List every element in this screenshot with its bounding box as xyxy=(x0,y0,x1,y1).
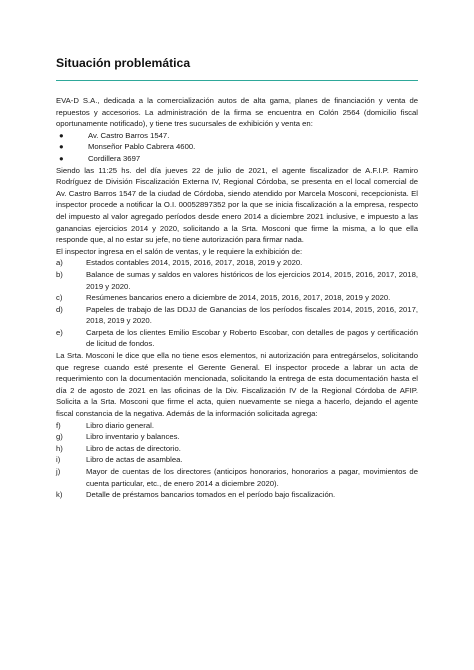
item-text: Libro de actas de asamblea. xyxy=(86,455,183,465)
list-item xyxy=(56,420,418,432)
item-text: Balance de sumas y saldos en valores históricos de los ejercicios 2014, 2015, 2016, 2017, 2018, 2019 y 2020. xyxy=(86,269,418,291)
refusal-paragraph: La Srta. Mosconi le dice que ella no tiene esos elementos, ni autorización para entregárselos, solicitando que regrese cuando esté presente el Gerente General. El inspector procede a labrar un acta de requerimiento con la documentación mencionada, solicitando la entrega de esta documentación hasta el día 2 de agosto de 2021 en las oficinas de la Div. Fiscalización IV de la Regional Córdoba de AFIP. Solicita a la Srta. Mosconi que firme el acta, quien nuevamente se niega a hacerlo, dejando el agente fiscal constancia de la negativa. Además de la información solicitada agrega: xyxy=(56,351,418,419)
item-text: Papeles de trabajo de las DDJJ de Ganancias de los períodos fiscales 2014, 2015, 2016, 2017, 2018, 2019 y 2020. xyxy=(86,304,418,326)
item-text: Mayor de cuentas de los directores (anticipos honorarios, honorarios a pagar, movimientos de cuenta particular, etc., de enero 2014 a diciembre 2020). xyxy=(86,467,418,488)
list-item xyxy=(56,269,418,292)
branch-list xyxy=(56,130,418,165)
item-text: Detalle de préstamos bancarios tomados en el período bajo fiscalización. xyxy=(86,490,336,500)
list-item xyxy=(56,454,418,466)
item-letter: d) xyxy=(56,304,63,314)
bullet-icon: ● xyxy=(59,142,64,152)
item-text: Carpeta de los clientes Emilio Escobar y Roberto Escobar, con detalles de pagos y certificación de licitud de fondos. xyxy=(86,327,418,349)
branch-label: Cordillera 3697 xyxy=(88,153,141,163)
branch-label: Monseñor Pablo Cabrera 4600. xyxy=(88,142,196,152)
item-text: Libro diario general. xyxy=(86,420,154,430)
list-item xyxy=(56,466,418,489)
list-item xyxy=(56,141,418,153)
intro-paragraph: EVA-D S.A., dedicada a la comercialización autos de alta gama, planes de financiación y venta de repuestos y accesorios. La administración de la firma se encuentra en Colón 2564 (domicilio fiscal oportunamente notificado), y tiene tres sucursales de exhibición y venta en: xyxy=(56,96,418,129)
request-intro: El inspector ingresa en el salón de ventas, y le requiere la exhibición de: xyxy=(56,246,303,256)
item-letter: h) xyxy=(56,443,63,453)
list-item xyxy=(56,489,418,501)
page-title: Situación problemática xyxy=(56,56,191,70)
list-item xyxy=(56,130,418,142)
exhibition-list xyxy=(56,257,418,350)
item-text: Estados contables 2014, 2015, 2016, 2017, 2018, 2019 y 2020. xyxy=(86,258,303,268)
item-letter: a) xyxy=(56,258,63,268)
bullet-icon: ● xyxy=(59,153,64,163)
inspection-paragraph: Siendo las 11:25 hs. del día jueves 22 de julio de 2021, el agente fiscalizador de A.F.I.P. Ramiro Rodríguez de División Fiscalización Externa IV, Regional Córdoba, se presenta en el local comercial de Av. Castro Barros 1547 de la ciudad de Córdoba, siendo atendido por Marcela Mosconi, recepcionista. El inspector procede a notificar la O.I. 00052897352 por la que se inicia fiscalización a la empresa, respecto del impuesto al valor agregado períodos desde enero 2014 a diciembre 2021 inclusive, e impuesto a las ganancias ejercicios 2014 y 2020, solicitando a la Srta. Mosconi que firme la misma, a lo que ella responde que, al no estar su jefe, no tiene autorización para firmar nada. xyxy=(56,165,418,245)
item-text: Resúmenes bancarios enero a diciembre de 2014, 2015, 2016, 2017, 2018, 2019 y 2020. xyxy=(86,293,391,303)
title-divider xyxy=(56,80,418,81)
bullet-icon: ● xyxy=(59,130,64,140)
list-item xyxy=(56,304,418,327)
document-body xyxy=(56,95,418,501)
item-letter: k) xyxy=(56,490,63,500)
list-item xyxy=(56,327,418,350)
item-letter: e) xyxy=(56,327,63,337)
additional-list xyxy=(56,420,418,501)
list-item xyxy=(56,153,418,165)
item-letter: f) xyxy=(56,420,61,430)
item-text: Libro de actas de directorio. xyxy=(86,443,181,453)
item-letter: i) xyxy=(56,455,61,465)
list-item xyxy=(56,257,418,269)
item-letter: j) xyxy=(56,467,61,476)
item-letter: g) xyxy=(56,432,63,442)
list-item xyxy=(56,431,418,443)
list-item xyxy=(56,443,418,455)
item-text: Libro inventario y balances. xyxy=(86,432,180,442)
item-letter: c) xyxy=(56,293,63,303)
item-letter: b) xyxy=(56,269,63,279)
list-item xyxy=(56,292,418,304)
branch-label: Av. Castro Barros 1547. xyxy=(88,130,170,140)
